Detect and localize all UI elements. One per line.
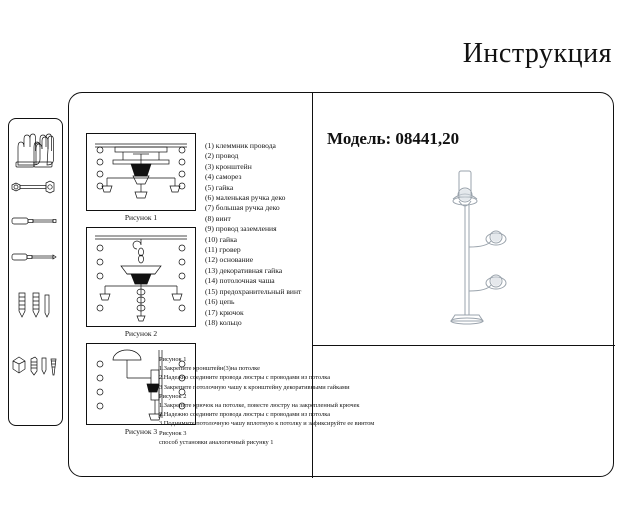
instruction-line: Рисунок 3 [159,429,187,437]
panel-horizontal-divider [312,345,615,346]
anchor-parts-icon [9,351,64,381]
instruction-line: 2.Надежно соедините провода люстры с проводами из потолка [159,374,331,382]
instruction-line: 1.Закрепите крючок на потолке, повесте люстру на закрепленный крючек [159,402,360,410]
instruction-line: 3 Закрепите потолочную чашу к кронштейну декоративными гайками [159,383,350,391]
part-item: (18) кольцо [205,317,242,327]
model-number: 08441,20 [395,129,460,148]
part-item: (10) гайка [205,234,238,244]
part-item: (15) предохранительный винт [205,286,302,296]
instruction-line: 1.Закрепите кронштейн(3)на потолке [159,365,260,373]
part-item: (8) винт [205,213,231,223]
instruction-text [159,355,459,447]
instruction-line: Рисунок 1 [159,356,187,363]
part-item: (2) провод [205,151,239,161]
part-item: (11) гровер [205,245,241,255]
part-item: (1) клеммник провода [205,141,276,150]
figure-2-diagram [86,227,196,327]
gloves-icon [9,129,64,169]
part-item: (3) кронштейн [205,161,252,171]
part-item: (17) крючок [205,307,244,317]
part-item: (9) провод заземления [205,224,277,234]
main-panel [68,92,614,477]
part-item: (12) основание [205,255,254,265]
model-label: Модель: [327,129,392,148]
part-item: (4) саморез [205,172,242,182]
page-title: Инструкция [462,38,612,69]
instruction-line: 3.Поднимите потолочную чашу вплотную к потолку и зафиксируйте ее винтом [159,420,375,428]
accessories-panel [8,118,63,426]
part-item: (16) цепь [205,297,235,307]
instruction-line: способ установки аналогичный рисунку 1 [159,438,274,446]
instruction-line: Рисунок 2 [159,392,187,400]
part-item: (5) гайка [205,182,234,192]
dowel-icon [9,289,64,323]
part-item: (14) потолочная чаша [205,276,275,286]
screwdriver-phillips-icon [9,247,64,267]
wrench-icon [9,177,64,197]
model-heading [327,129,459,149]
figure-1-diagram [86,133,196,211]
part-item: (6) маленькая ручка деко [205,193,286,203]
part-item: (13) декоративная гайка [205,265,283,275]
instruction-line: 2.Надежно соедините провода люстры с проводами из потолка [159,411,331,419]
parts-list [205,141,317,328]
lamp-illustration [313,155,615,345]
figure-2-caption: Рисунок 2 [124,329,158,338]
screwdriver-flat-icon [9,211,64,231]
figure-3-caption: Рисунок 3 [124,427,158,436]
figure-1-caption: Рисунок 1 [124,213,158,222]
part-item: (7) большая ручка деко [205,203,280,213]
